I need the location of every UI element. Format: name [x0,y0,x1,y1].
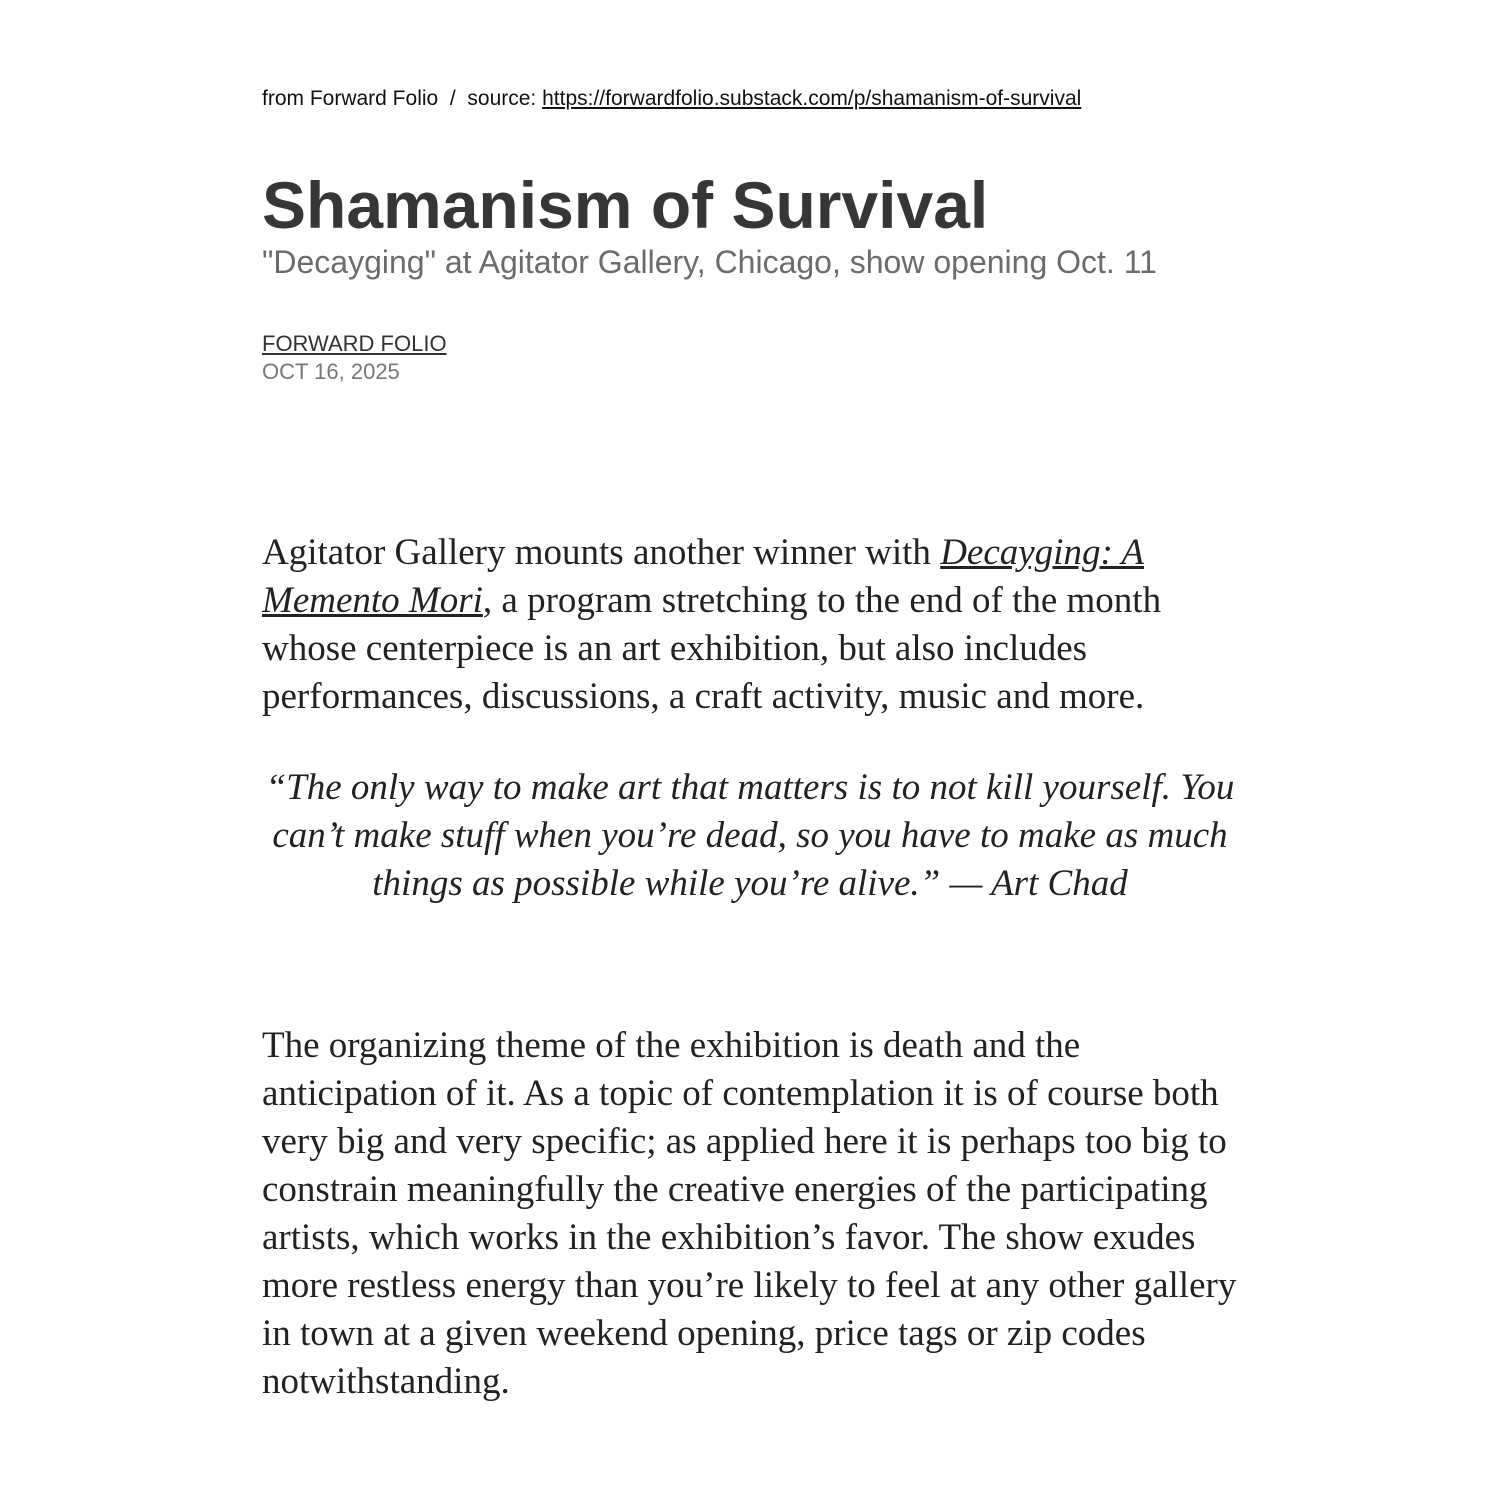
page-title: Shamanism of Survival [262,168,989,242]
page-subtitle: "Decayging" at Agitator Gallery, Chicago, show opening Oct. 11 [262,244,1157,280]
from-text: from Forward Folio [262,87,439,110]
author-link[interactable]: FORWARD FOLIO [262,331,447,356]
publish-date: OCT 16, 2025 [262,359,400,384]
intro-text-start: Agitator Gallery mounts another winner with [262,532,941,573]
exhibition-link[interactable]: Decayging: A Memento Mori [262,532,1144,621]
source-line [262,87,1081,111]
body-paragraph: The organizing theme of the exhibition is death and the anticipation of it. As a topic of contemplation it is of course both very big and very specific; as applied here it is perhaps too big to constrain meaningfully the creative energies of the participating artists, which works in the exhibition’s favor. The show exudes more restless energy than you’re likely to feel at any other gallery in town at a given weekend opening, price tags or zip codes notwithstanding. [262,1025,1237,1402]
source-label: source: [467,87,537,110]
source-link[interactable]: https://forwardfolio.substack.com/p/shamanism-of-survival [542,87,1082,110]
intro-paragraph [262,529,1252,721]
pull-quote: “The only way to make art that matters is to not kill yourself. You can’t make stuff when you’re dead, so you have to make as much things as possible while you’re alive.” — Art Chad [265,767,1235,904]
separator: / [449,87,456,110]
intro-text-end: , a program stretching to the end of the month whose centerpiece is an art exhibition, but also includes performances, discussions, a craft activity, music and more. [262,580,1162,717]
